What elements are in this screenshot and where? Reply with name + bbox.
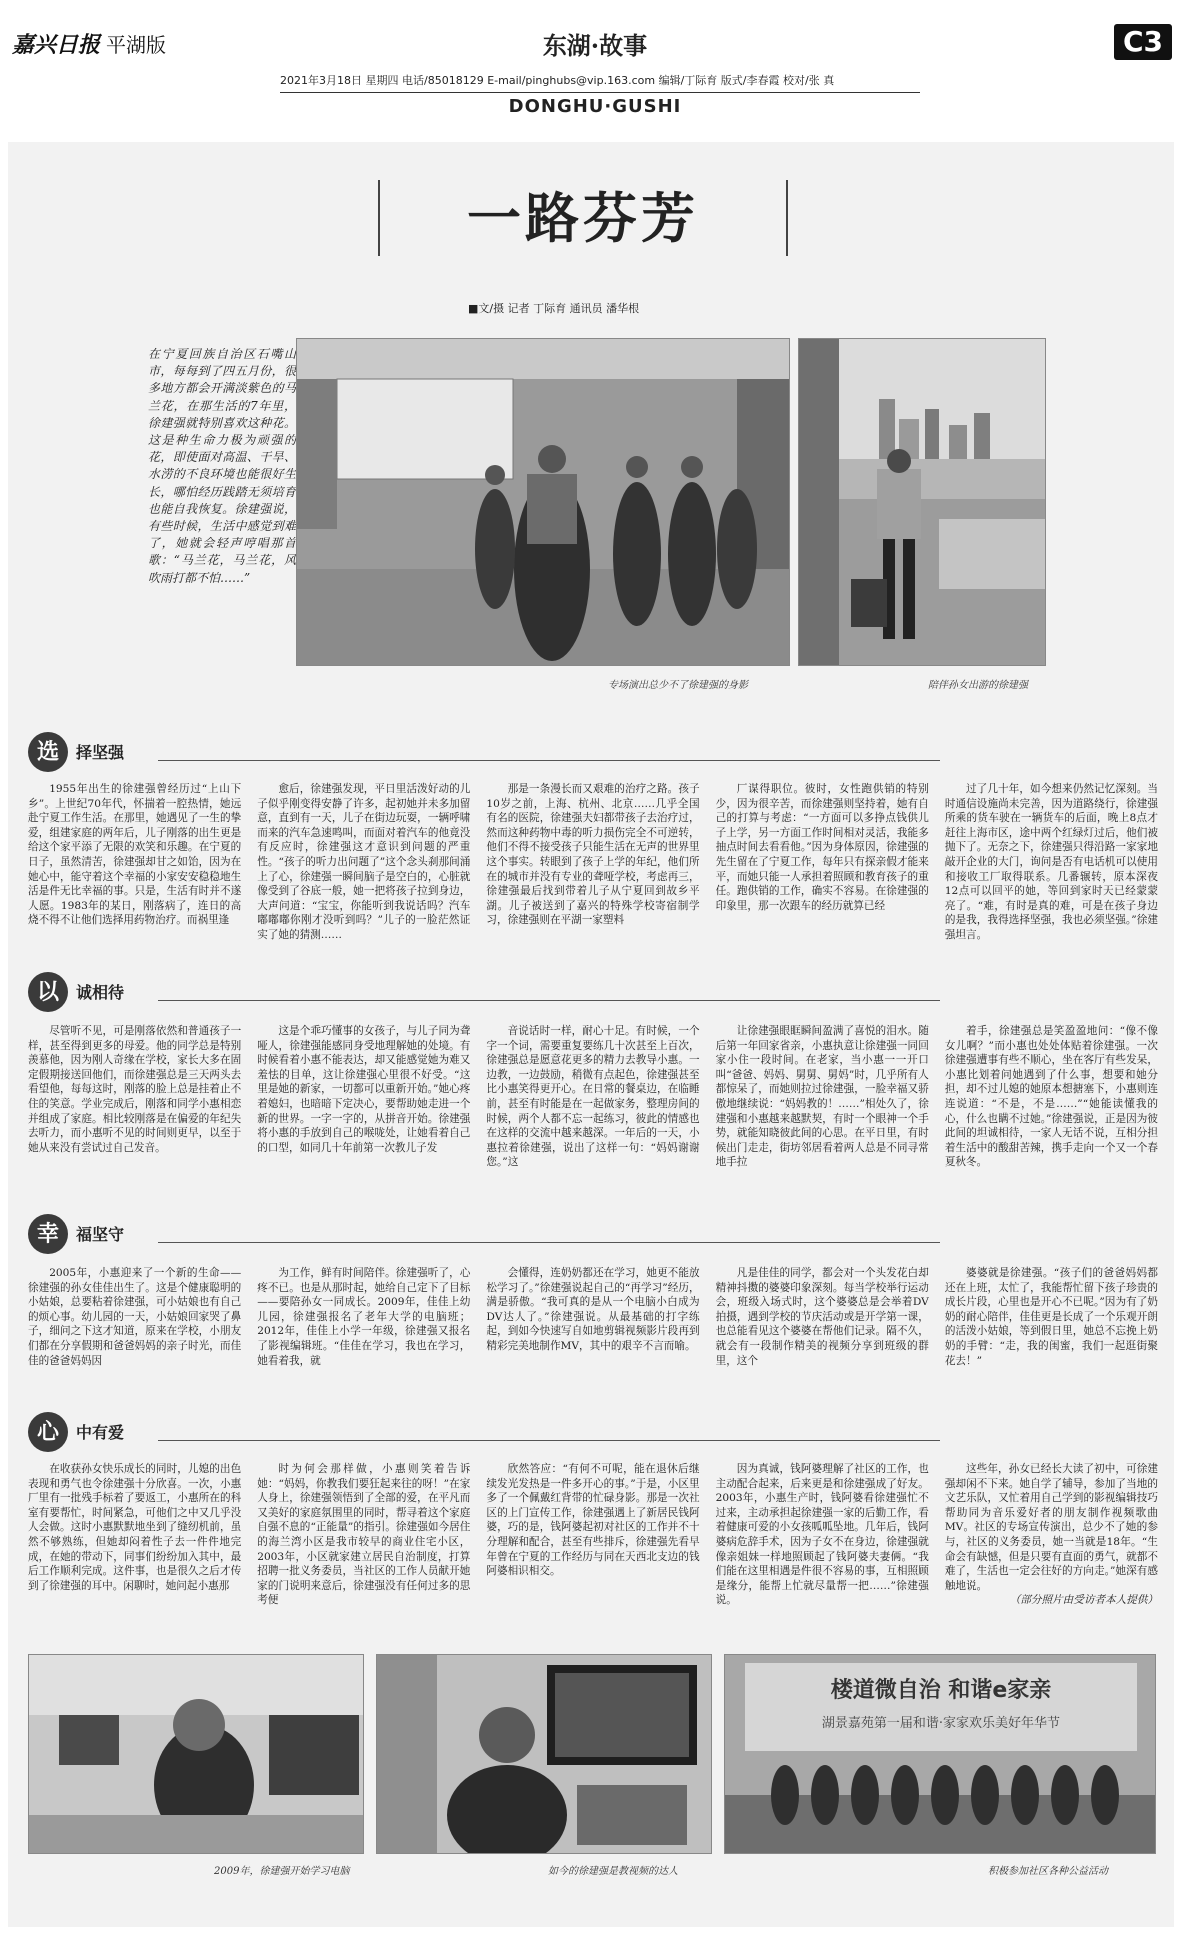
paragraph: 音说话时一样，耐心十足。有时候，一个字一个词，需要重复要练几十次甚至上百次，徐建强总是愿意花更多的精力去教导小惠。一边教，一边鼓励，稍微有点起色，徐建强甚至比小惠笑得更开心。在日常的餐桌边，在临睡前，甚至有时能是在一起做家务，整理房间的时候，两个人都不忘一起练习，彼此的情感也在这样的交流中越来越深。一年后的一天，小惠拉着徐建强，说出了这样一句：“妈妈谢谢您。”这	[486, 1025, 700, 1169]
paragraph: 愈后，徐建强发现，平日里活泼好动的儿子似乎刚变得安静了许多，起初她并未多加留意，直到有一天，儿子在街边玩耍，一辆呼啸而来的汽车急速鸣叫，而面对着汽车的他竟没有反应时，徐建强这才意识到问题的严重性。“孩子的听力出问题了”这个念头刹那间涌上了心，徐建强一瞬间脑子是空白的，心脏就像受到了谷底一般，她一把将孩子拉到身边，大声问道：“宝宝，你能听到我说话吗？汽车嘟嘟嘟你刚才没听到吗？”儿子的一脸茫然证实了她的猜测……	[257, 783, 471, 941]
section-body-4	[28, 1462, 1158, 1646]
paragraph: 欣然答应：“有何不可呢，能在退休后继续发光发热是一件多开心的事。”于是，小区里多了一个佩戴红背带的忙碌身影。那是一次社区的上门宣传工作，徐建强遇上了新居民钱阿婆，巧的是，钱阿婆起初对社区的工作并不十分理解和配合，甚至有些排斥，徐建强先看早年曾在宁夏的工作经历与同在天西北支边的钱阿婆相识相交。	[486, 1463, 700, 1578]
paragraph: 为工作，鲜有时间陪伴。徐建强听了，心疼不已。也是从那时起，她给自己定下了目标——要陪孙女一同成长。2009年，佳佳上幼儿园，徐建强报名了老年大学的电脑班；2012年，佳佳上小学一年级，徐建强又报名了影视编辑班。“佳佳在学习，我也在学习，她看着我，就	[257, 1267, 471, 1367]
photo-community	[724, 1654, 1156, 1854]
paragraph: 让徐建强眼眶瞬间盈满了喜悦的泪水。随后第一年回家省亲，小惠执意让徐建强一同回家小住一段时间。在老家，当小惠一一开口叫“爸爸、妈妈、舅舅、舅妈”时，几乎所有人都惊呆了，而她则拉过徐建强，一脸幸福又骄傲地继续说：“妈妈教的！……”相处久了，徐建强和小惠越来越默契，有时一个眼神一个手势，就能知晓彼此间的心思。在平日里，有时候出门走走，街坊邻居看着两人总是不同寻常地手拉	[715, 1025, 929, 1169]
headline-frame	[378, 180, 788, 256]
section-rule	[158, 1440, 940, 1441]
column-brand-text: 东湖·故事	[542, 31, 648, 60]
photo-computer	[28, 1654, 364, 1854]
paragraph: 会懂得，连奶奶都还在学习，她更不能放松学习了。”徐建强说起自己的“再学习”经历，满是骄傲。“我可真的是从一个电脑小白成为DV达人了。”徐建强说。从最基础的打字练起，到如今快速写自如地剪辑视频影片段再到精彩完美地制作MV，其中的艰辛不言而喻。	[486, 1267, 700, 1352]
photo-community-image	[725, 1655, 1156, 1854]
paragraph: 在收获孙女快乐成长的同时，儿媳的出色表现和勇气也令徐建强十分欣喜。一次，小惠厂里有一批残手标着了要返工，小惠所在的科室有要帮忙，时间紧急，可他们之中又几乎没人会做。这时小惠默默地坐到了缝纫机前，虽然不够熟练，但她却闷着性子去一件件地完成，在她的带动下，同事们纷纷加入其中，最后工作顺利完成。这件事，也是很久之后才传到了徐建强的耳中。闲聊时，她问起小惠那	[28, 1463, 242, 1592]
newspaper-logo	[12, 28, 166, 59]
edition-label: 平湖版	[106, 33, 167, 57]
photo-computer-image	[29, 1655, 364, 1854]
caption-video: 如今的徐建强是教视频的达人	[548, 1866, 678, 1877]
headline: 一路芬芳	[467, 186, 699, 250]
info-line	[280, 72, 920, 93]
section-badge: 心	[28, 1412, 68, 1452]
photo-credit: （部分照片由受访者本人提供）	[1009, 1594, 1159, 1607]
section-title: 福坚守	[76, 1225, 125, 1244]
paragraph: 这是个乖巧懂事的女孩子，与儿子同为聋哑人，徐建强能感同身受地理解她的处境。有时候看着小惠不能表达，却又能感觉她为难又羞怯的目单，这让徐建强心里很不好受。“这里是她的新家，一切都可以重新开始。”她心疼着媳妇，也暗暗下定决心，要帮助她走进一个新的世界。一字一字的，从拼音开始。徐建强将小惠的手放到自己的喉咙处，让她看着自己的口型，如同几十年前第一次教儿子发	[257, 1025, 471, 1154]
paragraph-text: 这些年，孙女已经长大读了初中，可徐建强却闲不下来。她自学了辅导，参加了当地的文艺乐队，又忙着用自己学到的影视编辑技巧帮助同为音乐爱好者的朋友制作视频歌曲MV。社区的专场宣传演出，总少不了她的参与，社区的义务委员，她一当就是18年。“生命会有缺憾，但是只要有直面的勇气，就都不难了，生活也一定会往好的方向走。”她深有感触地说。	[944, 1463, 1159, 1592]
section-header-1	[28, 732, 940, 772]
masthead	[0, 0, 1182, 130]
paragraph: 2005年，小惠迎来了一个新的生命——徐建强的孙女佳佳出生了。这是个健康聪明的小姑娘，总要粘着徐建强，可小姑娘也有自己的烦心事。幼儿园的一天，小姑娘回家哭了鼻子，细问之下这才知道，原来在学校，小朋友们都在分享假期和爸爸妈妈的亲子时光，而佳佳的爸爸妈妈因	[28, 1267, 242, 1367]
designer: 版式/李春霞	[720, 74, 780, 87]
section-badge: 选	[28, 732, 68, 772]
section-rule	[158, 1242, 940, 1243]
issue-date: 2021年3月18日 星期四	[280, 74, 399, 87]
column-brand-en: DONGHU·GUSHI	[508, 96, 682, 117]
section-badge: 以	[28, 972, 68, 1012]
paragraph: 凡是佳佳的同学，都会对一个头发花白却精神抖擞的婆婆印象深刻。每当学校举行运动会，班级入场式时，这个婆婆总是会举着DV拍摄，遇到学校的节庆活动或是开学第一课，也总能看见这个婆婆在帮他们记录。隔不久，就会有一段制作精美的视频分享到班级的群里，这个	[715, 1267, 929, 1367]
logo-text: 嘉兴日报	[12, 32, 101, 58]
paragraph: 那是一条漫长而又艰难的治疗之路。孩子10岁之前，上海、杭州、北京……几乎全国有名的医院，徐建强夫妇都带孩子去治疗过，然而这种药物中毒的听力损伤完全不可逆转，他们不得不接受孩子只能生活在无声的世界里这个事实。转眼到了孩子上学的年纪，他们所在的城市并没有专业的聋哑学校，考虑再三，徐建强最后找到带着儿子从宁夏回到故乡平湖。儿子被送到了嘉兴的特殊学校寄宿制学习，徐建强则在平湖一家塑料	[486, 783, 700, 927]
photo-performance	[296, 338, 790, 666]
section-header-3	[28, 1214, 940, 1254]
section-title: 择坚强	[76, 743, 125, 762]
caption-performance: 专场演出总少不了徐建强的身影	[608, 680, 748, 691]
photo-performance-image	[297, 339, 790, 666]
section-rule	[158, 760, 940, 761]
photo-video-image	[377, 1655, 712, 1854]
article-area	[8, 142, 1174, 1927]
paragraph: 过了几十年，如今想来仍然记忆深刻。当时通信设施尚未完善，因为道路绕行，徐建强所乘的货车驶在一辆货车的后面，晚上8点才赶往上海市区，途中两个红绿灯过后，他们被抛下了。无奈之下，徐建强只得沿路一家家地敲开企业的大门，询问是否有电话机可以使用和接收工厂取得联系。几番辗转，原本深夜12点可以回平的她，等回到家时天已经蒙蒙亮了。“难，有时是真的难，可是在孩子身边的是我，我得选择坚强，我也必须坚强。”徐建强坦言。	[944, 783, 1159, 941]
paragraph: 时为何会那样做，小惠则笑着告诉她：“妈妈，你教我们要狂起来往的呀！”在家人身上，徐建强领悟到了全部的爱，在平凡而又美好的家庭氛围里的同时，帮寻着这个家庭自强不息的“正能量”的指引。徐建强如今居住的海兰湾小区是我市较早的商业住宅小区，2003年，小区就家建立居民自治制度，打算招聘一批义务委员，当社区的工作人员献开她家的门说明来意后，徐建强没有任何过多的思考便	[257, 1463, 471, 1607]
editor: 编辑/丁际育	[658, 74, 718, 87]
paragraph: 着手，徐建强总是笑盈盈地问：“像不像女儿啊？”而小惠也处处体贴着徐建强。一次徐建强遭事有些不顺心，坐在客厅有些发呆，小惠比划着问她遇到了什么事，想要和她分担，却不过儿媳的她原本想搪塞下，小惠则连连说道：“不是，不是……”“她能读懂我的心，什么也瞒不过她。”徐建强说，正是因为彼此间的坦诚相待，一家人无话不说，互相分担着生活中的酸甜苦辣，携手走向一个又一个春夏秋冬。	[944, 1025, 1159, 1169]
paragraph: 厂谋得职位。彼时，女性跑供销的特别少，因为很辛苦，而徐建强则坚持着，她有自己的打算与考虑：“一方面可以多挣点钱供儿子上学，另一方面工作时间相对灵活，我能多抽点时间去看看他。”因为身体原因，徐建强的先生留在了宁夏工作，每年只有探亲假才能来平，而她只能一人承担着照顾和教育孩子的重任。跑供销的工作，确实不容易。在徐建强的印象里，那一次跟车的经历就算已经	[715, 783, 929, 912]
banner-text-2: 湖景嘉苑第一届和谐·家家欢乐美好年华节	[821, 1716, 1061, 1731]
byline: ■文/摄 记者 丁际育 通讯员 潘华根	[468, 302, 640, 315]
phone: 电话/85018129	[402, 74, 484, 87]
caption-community: 积极参加社区各种公益活动	[988, 1866, 1108, 1877]
photo-travel-image	[799, 339, 1046, 666]
banner-text-1: 楼道微自治 和谐e家亲	[830, 1678, 1052, 1703]
section-title: 中有爱	[76, 1423, 125, 1442]
column-brand	[520, 26, 670, 66]
caption-travel: 陪伴孙女出游的徐建强	[928, 680, 1028, 691]
paragraph	[945, 1462, 1158, 1646]
section-rule	[158, 1000, 940, 1001]
paragraph: 尽管听不见，可是刚落依然和普通孩子一样，甚至得到更多的母爱。他的同学总是特别羡慕他，因为刚人奇缘在学校，家长大多在固定假期接送回他们，而徐建强总是三天两头去看望他，每每这时，刚落的脸上总是挂着止不住的笑意。学业完成后，刚落和同学小惠相恋并组成了家庭。相比较刚落是在偏爱的年纪失去听力，而小惠听不见的时间则更早，以至于她从来没有尝试过自己发音。	[28, 1025, 242, 1154]
section-title: 诚相待	[76, 983, 125, 1002]
paragraph: 因为真诚，钱阿婆理解了社区的工作，也主动配合起来，后来更是和徐建强成了好友。2003年，小惠生产时，钱阿婆看徐建强忙不过来，主动承担起徐建强一家的后勤工作，看着健康可爱的小女孩呱呱坠地。几年后，钱阿婆病危辞手术，因为子女不在身边，徐建强就像亲姐妹一样地照顾起了钱阿婆夫妻俩。“我们能在这里相遇是件很不容易的事，互相照顾是缘分，能帮上忙就尽量帮一把……”徐建强说。	[715, 1463, 929, 1607]
photo-video	[376, 1654, 712, 1854]
section-badge: 幸	[28, 1214, 68, 1254]
email: E-mail/pinghubs@vip.163.com	[487, 74, 656, 87]
photo-travel	[798, 338, 1046, 666]
proofreader: 校对/张 真	[783, 74, 835, 87]
paragraph: 婆婆就是徐建强。“孩子们的爸爸妈妈都还在上班，太忙了，我能帮忙留下孩子珍贵的成长片段，心里也是开心不已呢。”因为有了奶奶的耐心陪伴，佳佳更是长成了一个乐观开朗的活泼小姑娘，等到假日里，她总不忘挽上奶奶的手臂：“走，我的闺蜜，我们一起逛街聚花去！”	[944, 1267, 1159, 1367]
page-number: C3	[1114, 24, 1172, 60]
section-body-3	[28, 1266, 1158, 1416]
intro-paragraph: 在宁夏回族自治区石嘴山市，每每到了四五月份，很多地方都会开满淡紫色的马兰花，在那生活的7年里，徐建强就特别喜欢这种花。这是种生命力极为顽强的花，即使面对高温、干旱、水涝的不良环境也能很好生长，哪怕经历践踏无须培育也能自我恢复。徐建强说，有些时候，生活中感觉到难了，她就会轻声哼唱那首歌：“马兰花，马兰花，风吹雨打都不怕……”	[148, 347, 296, 585]
caption-computer: 2009年，徐建强开始学习电脑	[214, 1866, 350, 1877]
section-body-1	[28, 782, 1158, 1000]
paragraph: 1955年出生的徐建强曾经历过“上山下乡”。上世纪70年代，怀揣着一腔热情，她远赴宁夏工作生活。在那里，她遇见了一生的挚爱，组建家庭的两年后，儿子刚落的出生更是给这个家平添了无限的欢笑和乐趣。在宁夏的日子，虽然清苦，徐建强却甘之如饴，因为在她心中，能守着这个幸福的小家安安稳稳地生活是件无比幸福的事。只是，生活有时并不遂人愿。1983年的某日，刚落病了，连日的高烧不得不让他们选择用药物治疗。而祸里逢	[28, 783, 242, 927]
section-header-4	[28, 1412, 940, 1452]
section-header-2	[28, 972, 940, 1012]
